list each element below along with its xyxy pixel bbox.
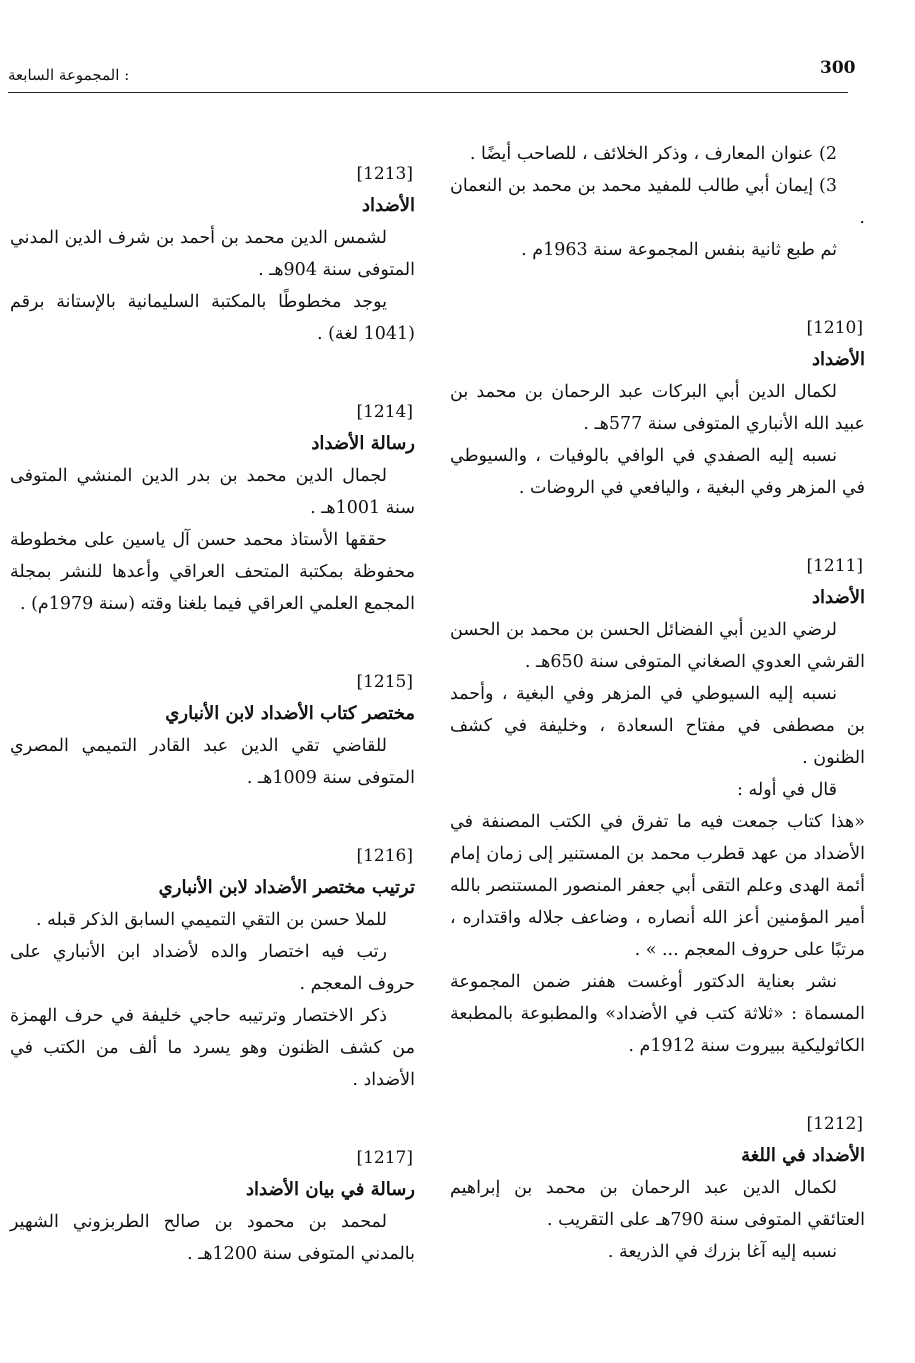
entry-paragraph: ذكر الاختصار وترتيبه حاجي خليفة في حرف الهمزة من كشف الظنون وهو يسرد ما ألف من الكتب في الأضداد . — [10, 1006, 415, 1090]
entry-paragraph: لكمال الدين أبي البركات عبد الرحمان بن محمد بن عبيد الله الأنباري المتوفى سنة 577هـ . — [450, 382, 865, 434]
entry-paragraph: لجمال الدين محمد بن بدر الدين المنشي المتوفى سنة 1001هـ . — [10, 466, 415, 518]
entry-paragraph: رتب فيه اختصار والده لأضداد ابن الأنباري على حروف المعجم . — [10, 942, 415, 994]
right-column — [450, 138, 865, 1314]
entry-number: [1210] — [806, 318, 863, 338]
list-item: 2) عنوان المعارف ، وذكر الخلائف ، للصاحب أيضًا . — [469, 144, 837, 164]
page-number: 300 — [820, 58, 856, 78]
entry-paragraph: قال في أوله : — [737, 780, 837, 800]
entry-number: [1217] — [356, 1148, 413, 1168]
entry-title: الأضداد — [811, 349, 865, 370]
entry-title: مختصر كتاب الأضداد لابن الأنباري — [165, 703, 415, 724]
entry-1210 — [450, 312, 865, 504]
entry-paragraph: نسبه إليه آغا بزرك في الذريعة . — [607, 1242, 837, 1262]
entry-title: الأضداد — [811, 587, 865, 608]
entry-paragraph: حققها الأستاذ محمد حسن آل ياسين على مخطوطة محفوظة بمكتبة المتحف العراقي وأعدها للنشر بمجلة المجمع العلمي العراقي فيما بلغنا وقته (سنة 1979م) . — [10, 530, 415, 614]
entry-paragraph: للقاضي تقي الدين عبد القادر التميمي المصري المتوفى سنة 1009هـ . — [10, 736, 415, 788]
entry-title: الأضداد في اللغة — [741, 1145, 865, 1166]
entry-1216 — [10, 840, 415, 1096]
entry-title: رسالة الأضداد — [311, 433, 415, 454]
entry-1215 — [10, 666, 415, 794]
entry-paragraph: للملا حسن بن التقي التميمي السابق الذكر قبله . — [36, 910, 387, 930]
running-title: المجموعة السابعة : — [8, 66, 130, 84]
entry-quote: «هذا كتاب جمعت فيه ما تفرق في الكتب المصنفة في الأضداد من عهد قطرب محمد بن المستنير إلى زمان إمام أئمة الهدى وعلم التقى أبي جعفر المنصور المستنصر بالله أمير المؤمنين أعز الله أنصاره ، وضاعف جلاله واقتداره ، مرتبًا على حروف المعجم ... » . — [450, 812, 865, 960]
entry-number: [1214] — [356, 402, 413, 422]
entry-number: [1215] — [356, 672, 413, 692]
entry-1212 — [450, 1108, 865, 1268]
entry-1211 — [450, 550, 865, 1062]
reprint-note: ثم طبع ثانية بنفس المجموعة سنة 1963م . — [521, 240, 837, 260]
entry-number: [1216] — [356, 846, 413, 866]
entry-title: رسالة في بيان الأضداد — [246, 1179, 415, 1200]
entry-paragraph: لكمال الدين عبد الرحمان بن محمد بن إبراهيم العتائقي المتوفى سنة 790هـ على التقريب . — [450, 1178, 865, 1230]
entry-paragraph: نشر بعناية الدكتور أوغست هفنر ضمن المجموعة المسماة : «ثلاثة كتب في الأضداد» والمطبوعة بالمطبعة الكاثوليكية ببيروت سنة 1912م . — [450, 972, 865, 1056]
intro-list — [450, 138, 865, 266]
entry-paragraph: لرضي الدين أبي الفضائل الحسن بن محمد بن الحسن القرشي العدوي الصغاني المتوفى سنة 650هـ . — [450, 620, 865, 672]
entry-paragraph: لشمس الدين محمد بن أحمد بن شرف الدين المدني المتوفى سنة 904هـ . — [10, 228, 415, 280]
page-header — [8, 58, 856, 93]
entry-number: [1212] — [806, 1114, 863, 1134]
entry-paragraph: نسبه إليه الصفدي في الوافي بالوفيات ، والسيوطي في المزهر وفي البغية ، واليافعي في الروضات . — [450, 446, 865, 498]
list-item: 3) إيمان أبي طالب للمفيد محمد بن محمد بن النعمان . — [450, 176, 865, 228]
left-column — [10, 158, 415, 1316]
entry-number: [1213] — [356, 164, 413, 184]
entry-1217 — [10, 1142, 415, 1270]
entry-title: الأضداد — [361, 195, 415, 216]
entry-paragraph: لمحمد بن محمود بن صالح الطربزوني الشهير بالمدني المتوفى سنة 1200هـ . — [10, 1212, 415, 1264]
entry-title: ترتيب مختصر الأضداد لابن الأنباري — [158, 877, 415, 898]
entry-1213 — [10, 158, 415, 350]
entry-number: [1211] — [806, 556, 863, 576]
entry-paragraph: نسبه إليه السيوطي في المزهر وفي البغية ، وأحمد بن مصطفى في مفتاح السعادة ، وخليفة في كشف الظنون . — [450, 684, 865, 768]
entry-1214 — [10, 396, 415, 620]
entry-paragraph: يوجد مخطوطًا بالمكتبة السليمانية بالإستانة برقم (1041 لغة) . — [10, 292, 415, 344]
